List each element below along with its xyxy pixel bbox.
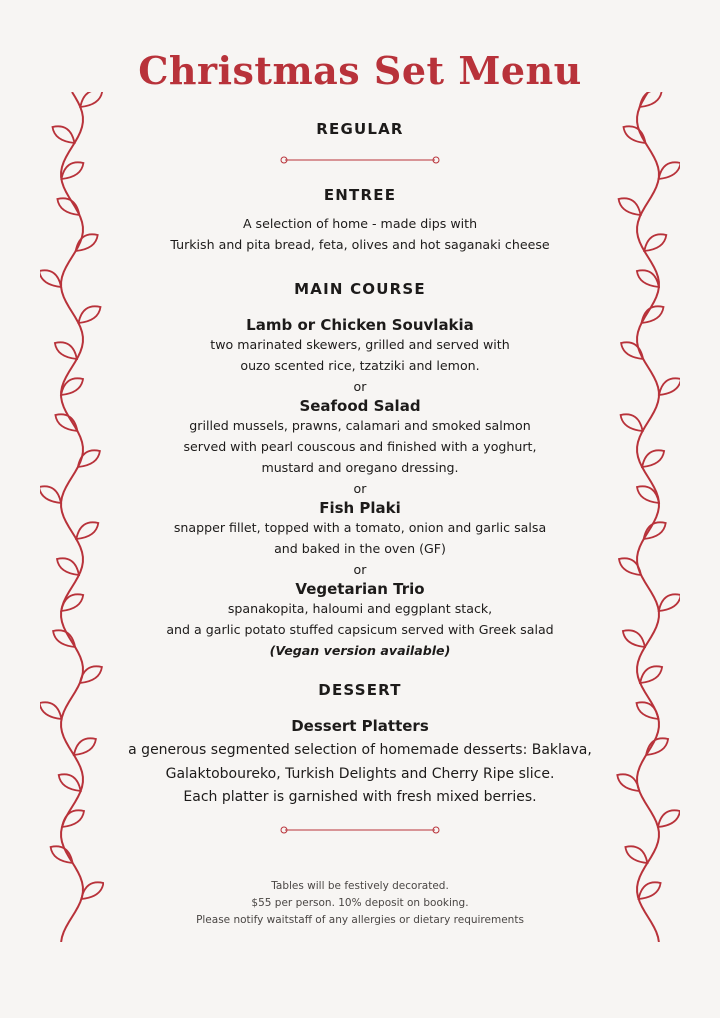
leaf-icon [642,450,664,467]
main-item-title: Fish Plaki [319,499,401,517]
or-label: or [353,481,367,496]
dessert-line: a generous segmented selection of homemade desserts: Baklava, [128,742,592,758]
leaf-icon [617,774,639,791]
leaf-icon [76,234,98,251]
leaf-icon [639,882,661,899]
main-item-line: two marinated skewers, grilled and served with [210,337,510,352]
divider-top [280,154,440,166]
leaf-icon [658,810,680,827]
dessert-heading: DESSERT [318,681,402,699]
vine-right-icon [616,92,680,942]
main-item-line: spanakopita, haloumi and eggplant stack, [227,601,493,616]
menu-title: Christmas Set Menu [138,48,582,93]
main-item-title: Vegetarian Trio [295,580,425,598]
main-course-heading: MAIN COURSE [294,280,426,298]
footer-line: Tables will be festively decorated. [271,880,449,892]
leaf-icon [55,342,77,359]
leaf-icon [53,630,75,647]
leaf-icon [621,342,643,359]
vegan-note: (Vegan version available) [269,643,451,658]
leaf-icon [78,450,100,467]
main-item-line: mustard and oregano dressing. [261,460,459,475]
leaf-icon [76,522,98,539]
leaf-icon [61,162,83,179]
footer-line: Please notify waitstaff of any allergies or dietary requirements [196,914,524,926]
main-item-title: Lamb or Chicken Souvlakia [246,316,474,334]
leaf-icon [81,882,103,899]
main-item-line: and a garlic potato stuffed capsicum served with Greek salad [166,622,554,637]
leaf-icon [57,198,79,215]
leaf-icon [659,378,680,395]
leaf-icon [61,594,83,611]
leaf-icon [59,774,81,791]
leaf-icon [646,738,668,755]
leaf-icon [57,558,79,575]
leaf-icon [659,594,680,611]
leaf-icon [623,630,645,647]
or-label: or [353,379,367,394]
dessert-line: Galaktoboureko, Turkish Delights and Cherry Ripe slice. [165,765,555,782]
leaf-icon [640,666,662,683]
main-item-line: grilled mussels, prawns, calamari and smoked salmon [189,418,531,433]
footer-line: $55 per person. 10% deposit on booking. [251,897,469,909]
or-label: or [353,562,367,577]
footer-notes [110,878,610,929]
leaf-icon [79,306,101,323]
main-item-line: ouzo scented rice, tzatziki and lemon. [240,358,480,373]
leaf-icon [637,702,659,719]
leaf-icon [62,810,84,827]
main-item-line: and baked in the oven (GF) [274,541,446,556]
entree-line: A selection of home - made dips with [242,216,478,231]
leaf-icon [625,846,647,863]
menu-content [110,118,610,836]
main-item-line: snapper fillet, topped with a tomato, onion and garlic salsa [173,520,547,535]
leaf-icon [51,846,73,863]
dessert-title: Dessert Platters [291,717,429,735]
main-item-line: served with pearl couscous and finished with a yoghurt, [183,439,537,454]
leaf-icon [74,738,96,755]
leaf-icon [40,270,61,287]
leaf-icon [644,522,666,539]
entree-line: Turkish and pita bread, feta, olives and hot saganaki cheese [170,237,550,252]
leaf-icon [55,414,77,431]
leaf-icon [40,702,62,719]
vine-left-icon [40,92,104,942]
divider-bottom [280,824,440,836]
leaf-icon [40,486,61,503]
leaf-icon [640,92,662,107]
leaf-icon [80,92,102,107]
leaf-icon [619,198,641,215]
entree-heading: ENTREE [323,186,397,204]
leaf-icon [624,126,646,143]
leaf-icon [644,234,666,251]
leaf-icon [53,126,75,143]
leaf-icon [659,162,680,179]
leaf-icon [621,414,643,431]
menu-type-heading: REGULAR [316,120,404,138]
leaf-icon [642,306,664,323]
dessert-line: Each platter is garnished with fresh mixed berries. [183,789,537,805]
main-item-title: Seafood Salad [299,397,421,415]
